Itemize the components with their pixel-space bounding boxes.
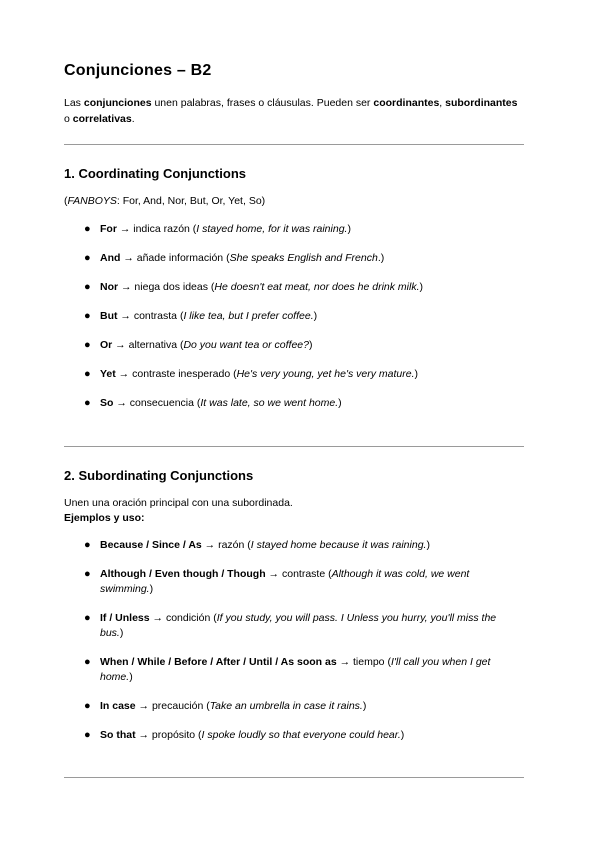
conjunction-term: If / Unless	[100, 612, 150, 624]
usage-description: → añade información (	[120, 252, 230, 264]
closing-paren: )	[419, 281, 424, 293]
usage-description: → indica razón (	[116, 223, 197, 235]
conjunction-term: Although / Even though / Though	[100, 568, 266, 580]
list-item-content	[100, 309, 520, 324]
intro-paragraph	[64, 95, 524, 127]
note-text: : For, And, Nor, But, Or, Yet, So)	[116, 195, 266, 207]
bullet-icon: ●	[84, 397, 91, 409]
closing-paren: )	[129, 671, 133, 683]
divider	[64, 144, 524, 145]
example-sentence: I spoke loudly so that everyone could hear.	[201, 729, 401, 741]
closing-paren: )	[426, 539, 430, 551]
list-item-content	[100, 280, 520, 295]
usage-description: → contraste (	[265, 568, 332, 580]
closing-paren: )	[119, 627, 124, 639]
bullet-icon: ●	[84, 539, 91, 551]
intro-bold: coordinantes	[373, 97, 440, 109]
example-sentence: I stayed home because it was raining.	[250, 539, 427, 551]
intro-text: unen palabras, frases o cláusulas. Pueden ser	[151, 97, 374, 109]
example-sentence: She speaks English and French	[229, 252, 378, 264]
list-item	[64, 367, 524, 382]
closing-paren: )	[313, 310, 318, 322]
closing-paren: )	[308, 339, 313, 351]
list-item-content	[100, 396, 520, 411]
example-sentence: Although it was cold, we went swimming.	[100, 568, 470, 595]
closing-paren: .)	[377, 252, 385, 264]
list-item	[64, 538, 524, 553]
intro-bold: correlativas	[72, 113, 132, 125]
bullet-icon: ●	[84, 339, 91, 351]
conjunction-term: But	[100, 310, 118, 322]
bullet-icon: ●	[84, 368, 91, 380]
conjunction-term: And	[100, 252, 121, 264]
list-item-content	[100, 655, 520, 685]
note-italic: FANBOYS	[67, 195, 117, 207]
list-item	[64, 338, 524, 353]
intro-text: o	[64, 113, 73, 125]
list-item	[64, 280, 524, 295]
conjunction-term: So that	[100, 729, 136, 741]
list-item-content	[100, 699, 520, 714]
list-item	[64, 309, 524, 324]
conjunction-term: Because / Since / As	[100, 539, 202, 551]
intro-text: Las	[64, 97, 84, 109]
usage-description: → consecuencia (	[113, 397, 201, 409]
usage-description: → niega dos ideas (	[118, 281, 215, 293]
list-item	[64, 567, 524, 597]
conjunction-term: When / While / Before / After / Until / As soon as	[100, 656, 337, 668]
list-item	[64, 222, 524, 237]
conjunction-term: Or	[100, 339, 113, 351]
example-sentence: I like tea, but I prefer coffee.	[183, 310, 314, 322]
bullet-icon: ●	[84, 568, 91, 580]
intro-bold: conjunciones	[83, 97, 152, 109]
example-sentence: Do you want tea or coffee?	[183, 339, 309, 351]
section-heading: 1. Coordinating Conjunctions	[64, 166, 246, 181]
example-sentence: If you study, you will pass. I Unless you hurry, you'll miss the bus.	[100, 612, 497, 639]
section-heading: 2. Subordinating Conjunctions	[64, 468, 254, 483]
bullet-icon: ●	[84, 252, 91, 264]
usage-description: → alternativa (	[112, 339, 184, 351]
list-item-content	[100, 538, 520, 553]
list-item-content	[100, 338, 520, 353]
note-text: (	[64, 195, 68, 207]
conjunction-term: For	[100, 223, 117, 235]
conjunction-term: In case	[100, 700, 136, 712]
example-sentence: Take an umbrella in case it rains.	[209, 700, 363, 712]
closing-paren: )	[338, 397, 342, 409]
list-item-content	[100, 367, 520, 382]
example-sentence: He doesn't eat meat, nor does he drink milk.	[214, 281, 420, 293]
example-sentence: He's very young, yet he's very mature.	[236, 368, 415, 380]
usage-description: → propósito (	[135, 729, 202, 741]
closing-paren: )	[362, 700, 367, 712]
example-sentence: I'll call you when I get home.	[100, 656, 491, 683]
fanboys-note	[64, 194, 265, 209]
bullet-icon: ●	[84, 700, 91, 712]
bullet-icon: ●	[84, 223, 91, 235]
usage-description: → precaución (	[135, 700, 210, 712]
closing-paren: )	[347, 223, 351, 235]
list-item-content	[100, 251, 520, 266]
intro-text: .	[131, 113, 135, 125]
list-item	[64, 396, 524, 411]
intro-text: ,	[439, 97, 446, 109]
bullet-icon: ●	[84, 281, 91, 293]
closing-paren: )	[149, 583, 154, 595]
bullet-icon: ●	[84, 310, 91, 322]
list-item	[64, 251, 524, 266]
example-sentence: It was late, so we went home.	[200, 397, 339, 409]
usage-description: → contraste inesperado (	[115, 368, 237, 380]
conjunction-term: Nor	[100, 281, 119, 293]
list-item-content	[100, 567, 520, 597]
bullet-icon: ●	[84, 656, 91, 668]
closing-paren: )	[400, 729, 405, 741]
list-item	[64, 655, 524, 685]
divider	[64, 446, 524, 447]
intro-bold: subordinantes	[445, 97, 518, 109]
section-subheading: Ejemplos y uso:	[64, 512, 145, 524]
list-item-content	[100, 222, 520, 237]
section-description: Unen una oración principal con una subordinada.	[64, 497, 293, 509]
list-item-content	[100, 611, 520, 641]
bullet-icon: ●	[84, 729, 91, 741]
usage-description: → tiempo (	[336, 656, 391, 668]
bullet-icon: ●	[84, 612, 91, 624]
list-item	[64, 611, 524, 641]
usage-description: → condición (	[149, 612, 217, 624]
example-sentence: I stayed home, for it was raining.	[196, 223, 348, 235]
usage-description: → razón (	[201, 539, 251, 551]
list-item	[64, 699, 524, 714]
list-item	[64, 728, 524, 743]
page-title: Conjunciones – B2	[64, 62, 212, 79]
conjunction-term: Yet	[100, 368, 116, 380]
closing-paren: )	[414, 368, 418, 380]
list-item-content	[100, 728, 520, 743]
divider	[64, 777, 524, 778]
conjunction-term: So	[100, 397, 114, 409]
usage-description: → contrasta (	[117, 310, 184, 322]
